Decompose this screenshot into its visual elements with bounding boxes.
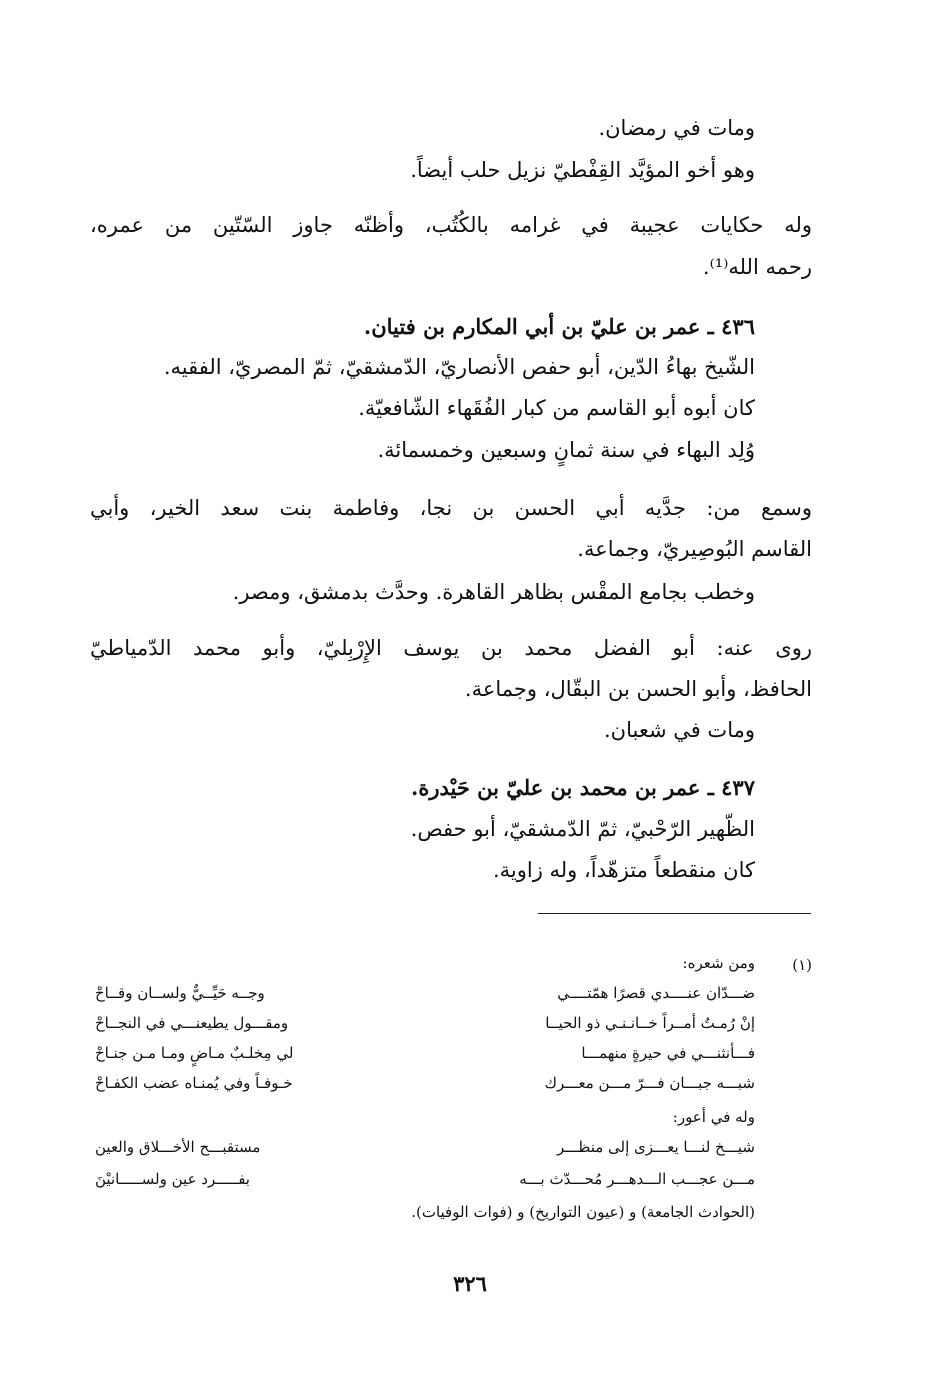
verse-hemistich-left: لي مِخلـبٌ مـاضٍ ومـا مـن جنـاحْ	[95, 1044, 294, 1062]
text-line: وُلِد البهاء في سنة ثمانٍ وسبعين وخمسمائة.	[377, 438, 755, 462]
verse-hemistich-right: ضـــدّان عنــــدي قصرًا همّتــــي	[557, 984, 755, 1002]
verse-hemistich-left: وجــه حَيِّــيٌّ ولســان وقــاحْ	[95, 984, 265, 1002]
verse-hemistich-left: مستقبـــح الأخـــلاق والعين	[95, 1138, 261, 1156]
verse-hemistich-right: شبـــه جبـــان فـــرّ مـــن معـــرك	[544, 1074, 755, 1092]
footnote-intro: وله في أعور:	[672, 1108, 755, 1126]
text-line: الحافظ، وأبو الحسن بن البقّال، وجماعة.	[464, 677, 812, 701]
text-line: رحمه الله⁽¹⁾.	[702, 255, 812, 279]
text-line: ومات في شعبان.	[603, 718, 755, 742]
footnote-separator	[538, 913, 811, 914]
text-line: روى عنه: أبو الفضل محمد بن يوسف الإِرْبِليّ، وأبو محمد الدّمياطيّ	[90, 636, 812, 660]
text-line: الظّهير الرّحْبيّ، ثمّ الدّمشقيّ، أبو حفص.	[410, 817, 755, 841]
entry-heading-436: ٤٣٦ ـ عمر بن عليّ بن أبي المكارم بن فتيان.	[363, 314, 755, 339]
text-line: وله حكايات عجيبة في غرامه بالكُتُب، وأظنّه جاوز السّتّين من عمره،	[90, 213, 812, 237]
footnote-sources: (الحوادث الجامعة) و (عيون التواريخ) و (فوات الوفيات).	[411, 1203, 755, 1221]
text-line: وخطب بجامع المقْس بظاهر القاهرة. وحدَّث بدمشق، ومصر.	[232, 580, 755, 604]
verse-hemistich-right: فـــأنثنـــي في حيرةٍ منهمـــا	[581, 1044, 755, 1062]
verse-hemistich-right: إنْ رُمـتُ أمــراً خــانـنـي ذو الحيــا	[545, 1014, 755, 1032]
text-line: كان منقطعاً متزهّداً، وله زاوية.	[492, 858, 755, 882]
text-line: وسمع من: جدَّيه أبي الحسن بن نجا، وفاطمة بنت سعد الخير، وأبي	[90, 496, 812, 520]
entry-heading-437: ٤٣٧ ـ عمر بن محمد بن عليّ بن حَيْدرة.	[411, 775, 755, 800]
footnote-number: (١)	[792, 956, 812, 974]
verse-hemistich-right: شيـــخ لنـــا يعـــزى إلى منظـــر	[556, 1138, 755, 1156]
verse-hemistich-left: خـوفـاً وفي يُمنـاه عضب الكفـاحْ	[95, 1074, 293, 1092]
page-number: ٣٢٦	[453, 1271, 487, 1296]
verse-hemistich-left: ومقـــول يطيعنـــي في النجــاحْ	[95, 1014, 289, 1032]
verse-hemistich-right: مـــن عجـــب الـــدهـــر مُحـــدّث بـــه	[519, 1170, 755, 1188]
text-line: ومات في رمضان.	[598, 116, 755, 140]
text-line: الشّيخ بهاءُ الدّين، أبو حفص الأنصاريّ، الدّمشقيّ، ثمّ المصريّ، الفقيه.	[163, 355, 755, 379]
text-line: وهو أخو المؤيَّد القِفْطيّ نزيل حلب أيضاً.	[410, 158, 755, 182]
footnote-intro: ومن شعره:	[682, 954, 755, 972]
verse-hemistich-left: بفـــــرد عين ولســـــانيْنَ	[95, 1170, 250, 1188]
text-line: كان أبوه أبو القاسم من كبار الفُقَهاء الشّافعيّة.	[358, 396, 755, 420]
text-line: القاسم البُوصِيريّ، وجماعة.	[577, 537, 812, 561]
